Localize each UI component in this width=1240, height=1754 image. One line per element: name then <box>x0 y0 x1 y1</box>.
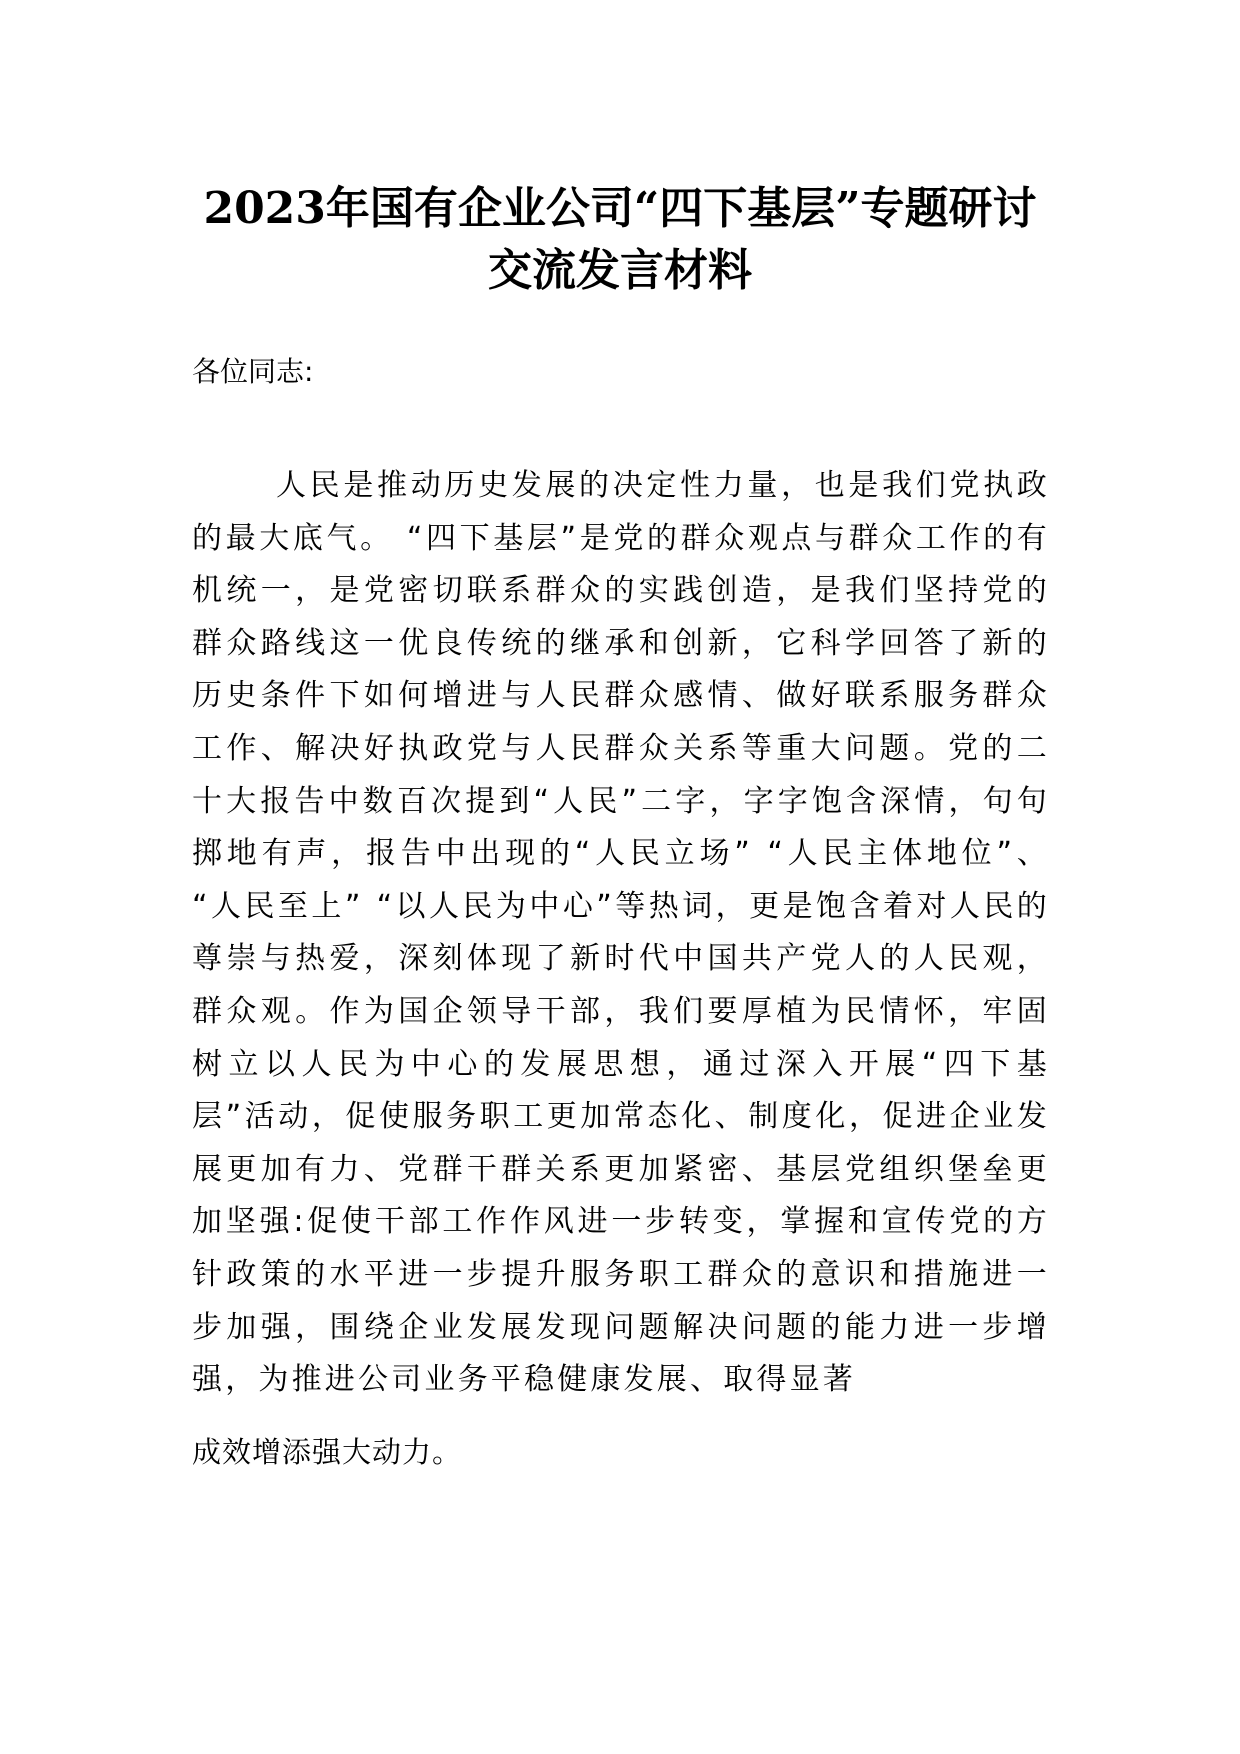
body-paragraph: 人民是推动历史发展的决定性力量，也是我们党执政的最大底气。 “四下基层”是党的群众观点与群众工作的有机统一，是党密切联系群众的实践创造，是我们坚持党的群众路线这一优良传统的继承和创新，它科学回答了新的历史条件下如何增进与人民群众感情、做好联系服务群众工作、解决好执政党与人民群众关系等重大问题。党的二十大报告中数百次提到“人民”二字，字字饱含深情，句句掷地有声，报告中出现的“人民立场” “人民主体地位”、 “人民至上” “以人民为中心”等热词，更是饱含着对人民的尊崇与热爱，深刻体现了新时代中国共产党人的人民观，群众观。作为国企领导干部，我们要厚植为民情怀，牢固树立以人民为中心的发展思想，通过深入开展“四下基层”活动，促使服务职工更加常态化、制度化，促进企业发展更加有力、党群干群关系更加紧密、基层党组织堡垒更加坚强:促使干部工作作风进一步转变，掌握和宣传党的方针政策的水平进一步提升服务职工群众的意识和措施进一步加强，围绕企业发展发现问题解决问题的能力进一步增强，为推进公司业务平稳健康发展、取得显著 <box>192 468 1050 1398</box>
document-title: 2023年国有企业公司“四下基层”专题研讨交流发言材料 <box>203 183 1037 296</box>
salutation: 各位同志: <box>192 355 314 388</box>
closing-line: 成效增添强大动力。 <box>192 1435 463 1469</box>
